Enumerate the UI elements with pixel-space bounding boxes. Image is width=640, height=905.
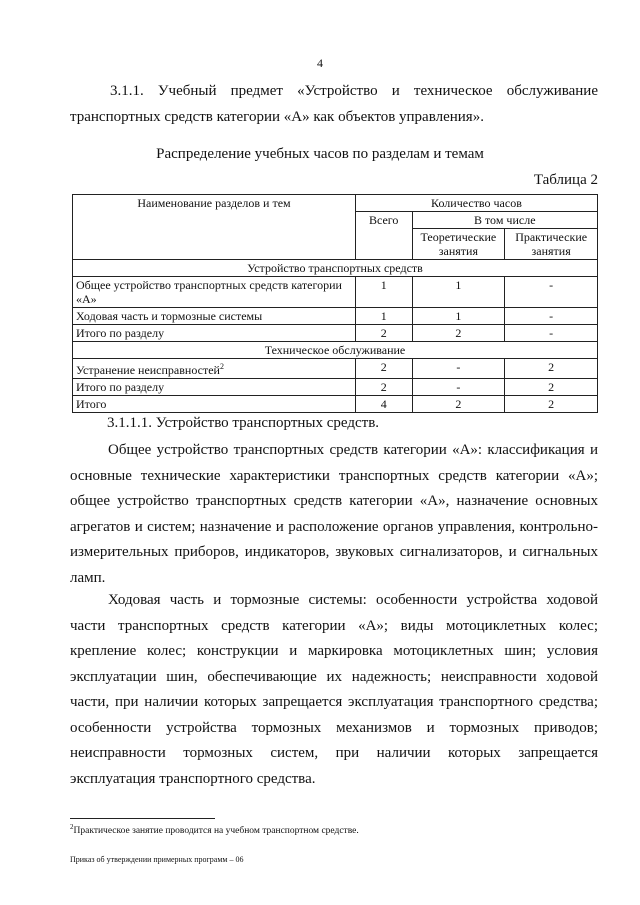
paragraph-text: Ходовая часть и тормозные системы: особенности устройства ходовой части транспортных средств категории «А»; виды мотоциклетных колес; крепление колес; конструкции и маркировка мотоциклетных шин; условия эксплуатации шин, обеспечивающие их надежность; неисправности ходовой части, при наличии которых запрещается эксплуатация транспортного средства; особенности устройства тормозных механизмов и тормозных приводов; неисправности тормозных систем, при наличии которых запрещается эксплуатация транспортного средства. [70,592,598,787]
row-practice: 2 [505,379,598,396]
table-row [73,308,598,325]
header-practice: Практические занятия [505,229,598,260]
row-name: Общее устройство транспортных средств категории «А» [73,277,356,308]
subsection-title: 3.1.1.1. Устройство транспортных средств. [107,415,380,431]
hours-table [72,194,598,413]
paragraph [70,438,598,591]
header-total: Всего [355,212,412,260]
heading-word: техническое [413,83,493,99]
row-name: Ходовая часть и тормозные системы [73,308,356,325]
row-name: Итого по разделу [73,379,356,396]
row-theory: 1 [412,277,505,308]
header-including: В том числе [412,212,598,229]
footnote-marker: 2 [219,362,224,371]
row-practice: 2 [505,359,598,379]
section-heading [70,78,598,130]
section-title: Техническое обслуживание [73,342,598,359]
heading-word: 3.1.1. [110,83,144,99]
page-footer: Приказ об утверждении примерных программ – 06 [70,855,244,864]
table-row [73,379,598,396]
heading-word: обслуживание [506,83,598,99]
row-name: Итого [73,396,356,413]
table-row [73,359,598,379]
heading-word: Учебный [157,83,217,99]
table-title: Распределение учебных часов по разделам и темам [156,146,484,162]
table-caption: Таблица 2 [533,172,598,188]
row-practice: - [505,308,598,325]
heading-word: «Устройство [297,83,378,99]
row-theory: 2 [412,325,505,342]
row-theory: - [412,359,505,379]
footnote-number: 2 [70,823,74,831]
row-total: 2 [355,379,412,396]
row-total: 2 [355,325,412,342]
heading-word: предмет [230,83,283,99]
row-name-text: Устранение неисправностей [76,363,220,377]
footnote-divider [70,818,215,819]
page-number: 4 [317,56,323,70]
paragraph [70,588,598,792]
table-section-row [73,260,598,277]
header-theory: Теоретические занятия [412,229,505,260]
row-name: Итого по разделу [73,325,356,342]
row-total: 1 [355,308,412,325]
paragraph-text: Общее устройство транспортных средств категории «А»: классификация и основные технические характеристики транспортных средств категории «А»; общее устройство транспортных средств категории «А», назначение основных агрегатов и систем; назначение и расположение органов управления, контрольно-измерительных приборов, индикаторов, звуковых сигнализаторов, и сигнальных ламп. [70,442,598,586]
table-row [73,277,598,308]
row-name [73,359,356,379]
header-name: Наименование разделов и тем [73,195,356,260]
row-total: 1 [355,277,412,308]
row-theory: 2 [412,396,505,413]
section-heading-line1 [70,78,598,104]
row-practice: - [505,325,598,342]
table-total-row [73,396,598,413]
heading-word: и [391,83,400,99]
row-practice: 2 [505,396,598,413]
section-title: Устройство транспортных средств [73,260,598,277]
row-total: 2 [355,359,412,379]
footnote [70,823,359,836]
table-section-row [73,342,598,359]
table-header-row [73,195,598,212]
footnote-text: Практическое занятие проводится на учебном транспортном средстве. [73,826,359,837]
row-total: 4 [355,396,412,413]
row-theory: - [412,379,505,396]
row-practice: - [505,277,598,308]
row-theory: 1 [412,308,505,325]
section-heading-line2: транспортных средств категории «А» как объектов управления». [70,109,484,125]
header-hours: Количество часов [355,195,597,212]
table-row [73,325,598,342]
